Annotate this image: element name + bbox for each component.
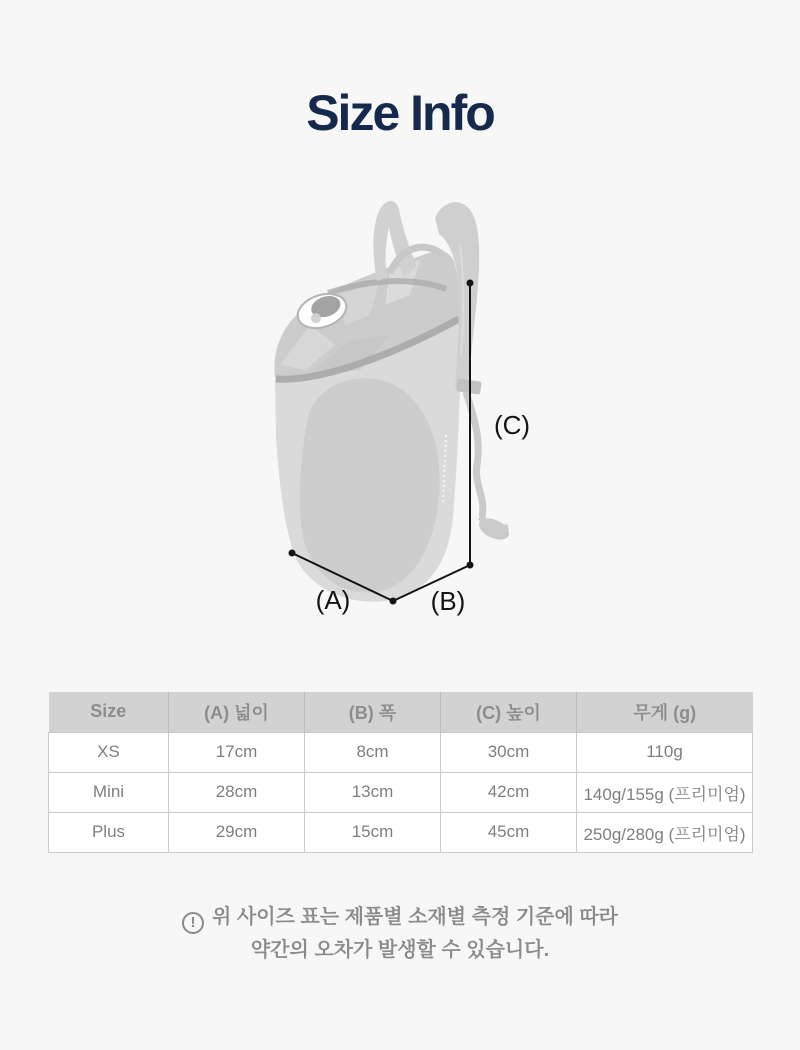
cell-height: 30cm: [441, 732, 577, 772]
cell-size: Mini: [49, 772, 169, 812]
col-header-size: Size: [49, 692, 169, 732]
dim-endpoint: [390, 598, 397, 605]
table-row: [49, 812, 753, 852]
measurement-disclaimer: [0, 901, 800, 966]
size-table-header-row: [49, 692, 753, 732]
backpack-size-diagram: [250, 185, 550, 625]
cell-size: Plus: [49, 812, 169, 852]
cell-height: 42cm: [441, 772, 577, 812]
col-header-depth: (B) 폭: [305, 692, 441, 732]
cell-size: XS: [49, 732, 169, 772]
disclaimer-line-1: [0, 901, 800, 934]
disclaimer-text-1: 위 사이즈 표는 제품별 소재별 측정 기준에 따라: [212, 906, 618, 928]
table-row: [49, 772, 753, 812]
col-header-width: (A) 넓이: [169, 692, 305, 732]
cell-width: 28cm: [169, 772, 305, 812]
backpack-image: [250, 185, 550, 625]
dim-label-a: (A): [315, 585, 351, 615]
dim-endpoint: [467, 280, 474, 287]
page-title: Size Info: [306, 85, 494, 141]
size-table: [48, 692, 753, 853]
dim-label-c: (C): [493, 410, 531, 440]
cell-depth: 13cm: [305, 772, 441, 812]
info-exclamation-icon: !: [182, 912, 204, 934]
col-header-height: (C) 높이: [441, 692, 577, 732]
cell-depth: 8cm: [305, 732, 441, 772]
cell-weight: 140g/155g (프리미엄): [577, 772, 753, 812]
cell-depth: 15cm: [305, 812, 441, 852]
backpack-silhouette: [275, 201, 513, 602]
disclaimer-line-2: 약간의 오차가 발생할 수 있습니다.: [250, 938, 550, 961]
col-header-weight: 무게 (g): [577, 692, 753, 732]
cell-weight: 250g/280g (프리미엄): [577, 812, 753, 852]
cell-width: 29cm: [169, 812, 305, 852]
cell-weight: 110g: [577, 732, 753, 772]
dim-endpoint: [467, 562, 474, 569]
table-row: [49, 732, 753, 772]
cell-width: 17cm: [169, 732, 305, 772]
cell-height: 45cm: [441, 812, 577, 852]
dim-label-b: (B): [430, 586, 466, 616]
dim-endpoint: [289, 550, 296, 557]
